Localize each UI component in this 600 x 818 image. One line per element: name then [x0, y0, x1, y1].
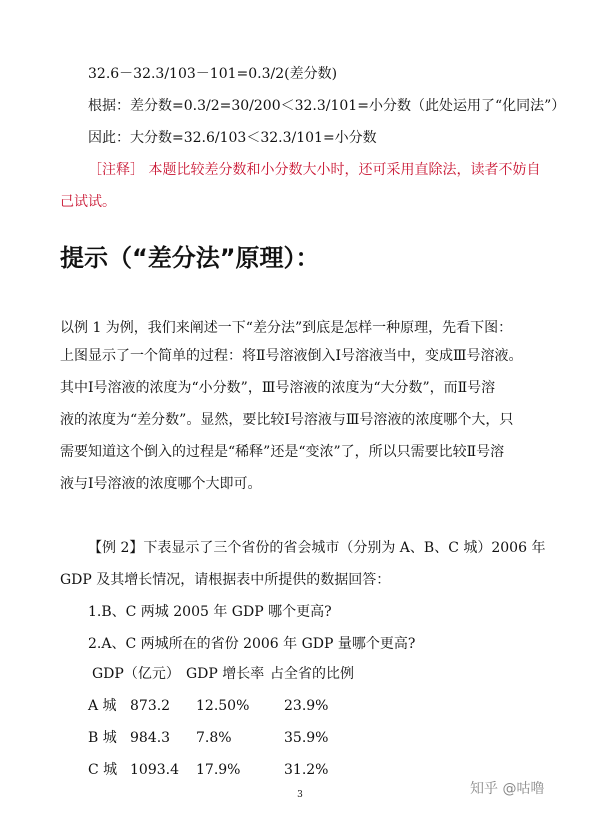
- table-cell-share: 35.9%: [284, 730, 329, 746]
- explain-line-5: 需要知道这个倒入的过程是“稀释”还是“变浓”了，所以只需要比较Ⅱ号溶: [60, 444, 505, 460]
- explain-line-6: 液与Ⅰ号溶液的浓度哪个大即可。: [60, 476, 262, 492]
- explain-line-3: 其中Ⅰ号溶液的浓度为“小分数”，Ⅲ号溶液的浓度为“大分数”，而Ⅱ号溶: [60, 380, 496, 396]
- table-header-growth: GDP 增长率: [186, 666, 265, 682]
- section-heading: 提示（“差分法”原理）：: [60, 244, 320, 272]
- calc-line-3: 因此：大分数=32.6/103＜32.3/101=小分数: [88, 130, 377, 146]
- explain-line-1: 以例 1 为例，我们来阐述一下“差分法”到底是怎样一种原理，先看下图：: [60, 320, 513, 336]
- table-cell-share: 31.2%: [284, 762, 329, 778]
- table-cell-growth: 17.9%: [196, 762, 241, 778]
- page-number: 3: [297, 790, 303, 800]
- table-cell-gdp: 873.2: [130, 698, 171, 714]
- table-header-share: 占全省的比例: [270, 666, 354, 682]
- note-line-2: 己试试。: [60, 194, 116, 210]
- table-cell-gdp: 1093.4: [130, 762, 179, 778]
- example-line-1: 【例 2】下表显示了三个省份的省会城市（分别为 A、B、C 城）2006 年: [88, 540, 546, 556]
- explain-line-2: 上图显示了一个简单的过程：将Ⅱ号溶液倒入Ⅰ号溶液当中，变成Ⅲ号溶液。: [60, 348, 523, 364]
- table-cell-city: A 城: [88, 698, 117, 714]
- explain-line-4: 液的浓度为“差分数”。显然，要比较Ⅰ号溶液与Ⅲ号溶液的浓度哪个大，只: [60, 412, 514, 428]
- table-cell-city: B 城: [88, 730, 117, 746]
- table-cell-share: 23.9%: [284, 698, 329, 714]
- question-2: 2.A、C 两城所在的省份 2006 年 GDP 量哪个更高?: [88, 636, 416, 652]
- table-cell-growth: 7.8%: [196, 730, 232, 746]
- calc-line-2: 根据：差分数=0.3/2=30/200＜32.3/101=小分数（此处运用了“化同法”）: [88, 98, 566, 114]
- table-cell-gdp: 984.3: [130, 730, 171, 746]
- calc-line-1: 32.6－32.3/103－101=0.3/2(差分数): [88, 66, 338, 82]
- question-1: 1.B、C 两城 2005 年 GDP 哪个更高?: [88, 604, 332, 620]
- table-header-gdp: GDP（亿元）: [92, 666, 180, 682]
- watermark: 知乎 @咕噜: [470, 781, 545, 797]
- example-line-2: GDP 及其增长情况，请根据表中所提供的数据回答：: [60, 572, 391, 588]
- table-cell-growth: 12.50%: [196, 698, 250, 714]
- table-cell-city: C 城: [88, 762, 118, 778]
- note-line-1: ［注释］ 本题比较差分数和小分数大小时，还可采用直除法，读者不妨自: [88, 162, 541, 178]
